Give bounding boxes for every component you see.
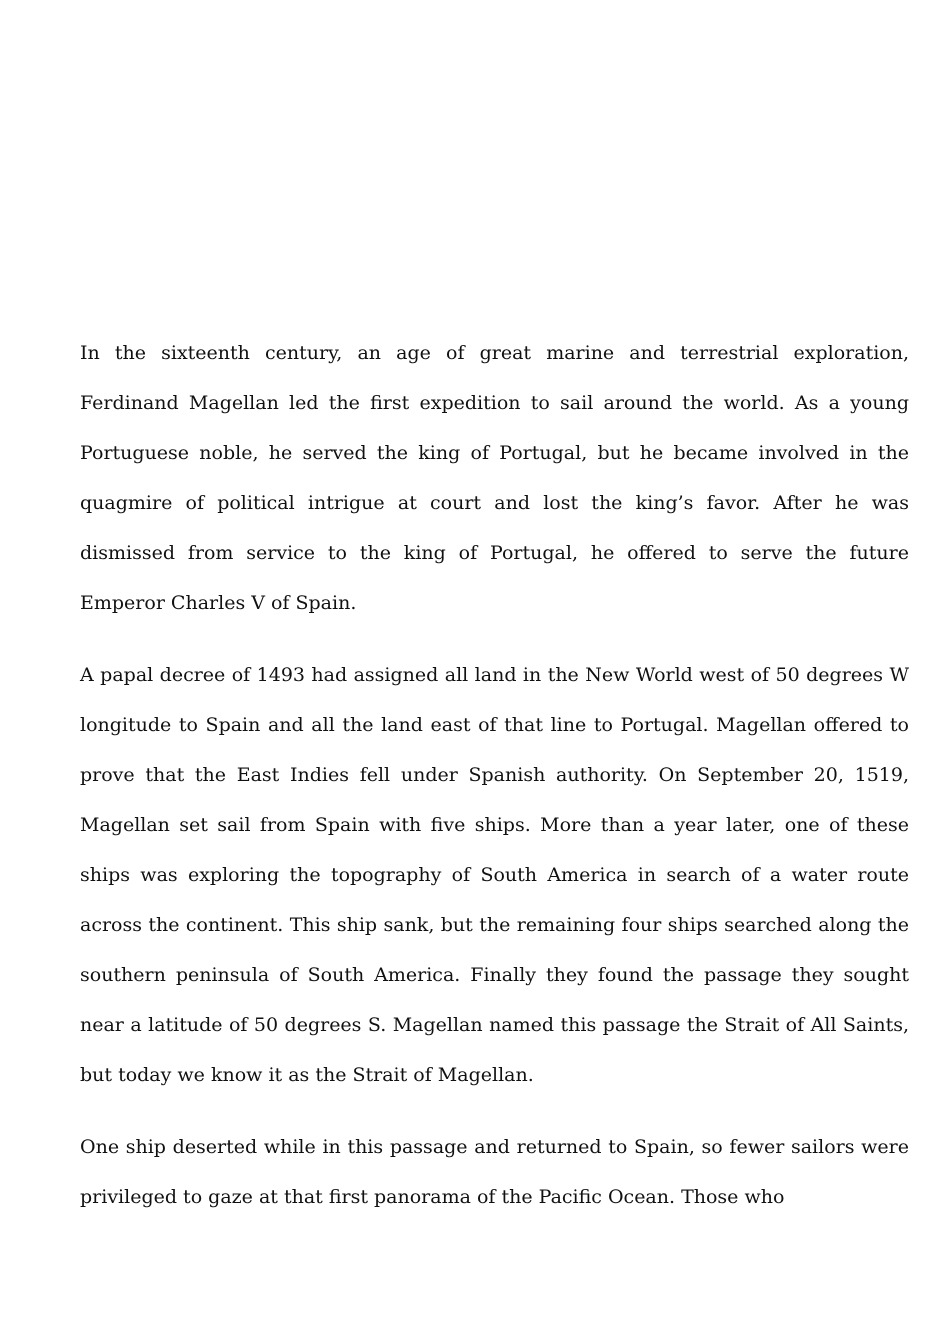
paragraph-1: In the sixteenth century, an age of great marine and terrestrial exploration, Ferdinand Magellan led the first expedition to sail around the world. As a young Portuguese noble, he served the king of Portugal, but he became involved in the quagmire of political intrigue at court and lost the king’s favor. After he was dismissed from service to the king of Portugal, he offered to serve the future Emperor Charles V of Spain. [80, 342, 909, 614]
paragraph-2: A papal decree of 1493 had assigned all land in the New World west of 50 degrees W longitude to Spain and all the land east of that line to Portugal. Magellan offered to prove that the East Indies fell under Spanish authority. On September 20, 1519, Magellan set sail from Spain with five ships. More than a year later, one of these ships was exploring the topography of South America in search of a water route across the continent. This ship sank, but the remaining four ships searched along the southern peninsula of South America. Finally they found the passage they sought near a latitude of 50 degrees S. Magellan named this passage the Strait of All Saints, but today we know it as the Strait of Magellan. [80, 664, 909, 1086]
document-body [80, 328, 909, 1244]
paragraph-3: One ship deserted while in this passage and returned to Spain, so fewer sailors were privileged to gaze at that first panorama of the Pacific Ocean. Those who [80, 1136, 909, 1208]
